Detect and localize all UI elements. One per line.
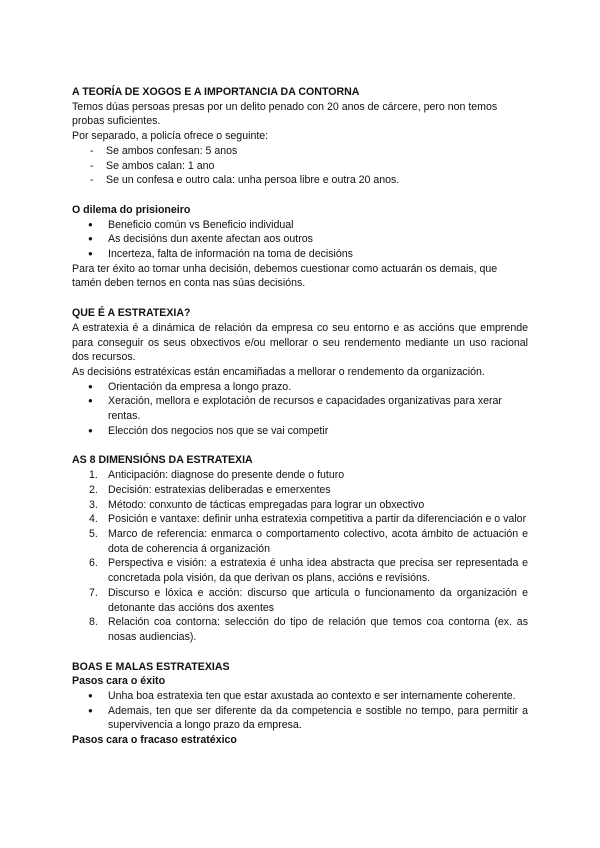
- list-number: 3.: [89, 498, 98, 511]
- list-item: ● Beneficio común vs Beneficio individual: [72, 218, 528, 233]
- numbered-list-dimensions: [72, 468, 528, 644]
- list-item: ● Elección dos negocios nos que se vai competir: [72, 424, 528, 439]
- list-number: 2.: [89, 483, 98, 496]
- list-item-text: Perspectiva e visión: a estratexia é unha idea abstracta que precisa ser representada e concretada pola visión, da que derivan os plans, accións e revisións.: [108, 557, 528, 585]
- list-item-text: Posición e vantaxe: definir unha estratexia competitiva a partir da diferenciación e o valor: [108, 513, 527, 526]
- list-item: - Se ambos calan: 1 ano: [72, 159, 528, 174]
- heading-game-theory: A TEORÍA DE XOGOS E A IMPORTANCIA DA CONTORNA: [72, 86, 360, 98]
- paragraph-intro: Temos dúas persoas presas por un delito penado con 20 anos de cárcere, pero non temos probas suficientes.: [72, 100, 498, 128]
- list-number: 6.: [89, 557, 98, 570]
- document-page: [72, 85, 528, 748]
- heading-eight-dimensions: AS 8 DIMENSIÓNS DA ESTRATEXIA: [72, 454, 253, 467]
- subheading-failure-steps: Pasos cara o fracaso estratéxico: [72, 734, 237, 747]
- list-item: ● Ademais, ten que ser diferente da da competencia e sostible no tempo, para permitir a supervivencia a longo prazo da empresa.: [72, 704, 528, 733]
- list-item: ● Incerteza, falta de información na toma de decisións: [72, 247, 528, 262]
- paragraph-dilemma-outro: Para ter éxito ao tomar unha decisión, debemos cuestionar como actuarán os demais, que tamén deben ternos en conta nas súas decisións.: [72, 262, 498, 290]
- bullet-list-success: [72, 689, 528, 733]
- bullet-list-dilemma: [72, 218, 528, 262]
- list-number: 4.: [89, 513, 98, 526]
- list-item: [72, 527, 528, 556]
- dash-list-options: [72, 144, 528, 188]
- heading-good-bad-strategies: BOAS E MALAS ESTRATEXIAS: [72, 660, 230, 673]
- list-item: [72, 586, 528, 615]
- list-number: 1.: [89, 469, 98, 482]
- heading-what-is-strategy: QUE É A ESTRATEXIA?: [72, 307, 191, 320]
- list-item: ● Orientación da empresa a longo prazo.: [72, 380, 528, 395]
- list-item: - Se ambos confesan: 5 anos: [72, 144, 528, 159]
- list-item: - Se un confesa e outro cala: unha persoa libre e outra 20 anos.: [72, 173, 528, 188]
- heading-prisoner-dilemma: O dilema do prisioneiro: [72, 203, 191, 216]
- list-item: ● Unha boa estratexia ten que estar axustada ao contexto e ser internamente coherente.: [72, 689, 528, 704]
- list-item-text: Anticipación: diagnose do presente dende o futuro: [108, 469, 345, 482]
- list-item-text: Relación coa contorna: selección do tipo de relación que temos coa contorna (ex. as nosas audiencias).: [108, 616, 528, 643]
- list-item: [72, 483, 528, 498]
- list-item: [72, 468, 528, 483]
- bullet-list-strategy: [72, 380, 528, 439]
- list-item: [72, 498, 528, 513]
- list-item: [72, 556, 528, 585]
- list-item-text: Método: conxunto de tácticas empregadas para lograr un obxectivo: [108, 498, 425, 511]
- list-item: ● Xeración, mellora e explotación de recursos e capacidades organizativas para xerar rentas.: [72, 394, 528, 423]
- list-item: [72, 512, 528, 527]
- list-item-text: Decisión: estratexias deliberadas e emerxentes: [108, 483, 331, 496]
- paragraph-police: Por separado, a policía ofrece o seguinte:: [72, 130, 269, 143]
- paragraph-strategic-decisions: As decisións estratéxicas están encamiñadas a mellorar o rendemento da organización.: [72, 365, 485, 378]
- list-number: 8.: [89, 616, 98, 629]
- list-item: ● As decisións dun axente afectan aos outros: [72, 232, 528, 247]
- list-number: 7.: [89, 586, 98, 599]
- list-item-text: Discurso e lóxica e acción: discurso que articula o funcionamento da organización e detonante das accións dos axentes: [108, 586, 528, 614]
- subheading-success-steps: Pasos cara o éxito: [72, 675, 166, 688]
- list-number: 5.: [89, 527, 98, 540]
- paragraph-strategy-definition: A estratexia é a dinámica de relación da empresa co seu entorno e as accións que emprende para conseguir os seus obxectivos e/ou mellorar o seu rendemento mediante un uso racional dos recursos.: [72, 321, 528, 364]
- list-item-text: Marco de referencia: enmarca o comportamento colectivo, acota ámbito de actuación e dota de coherencia á organización: [108, 527, 528, 555]
- list-item: [72, 615, 528, 644]
